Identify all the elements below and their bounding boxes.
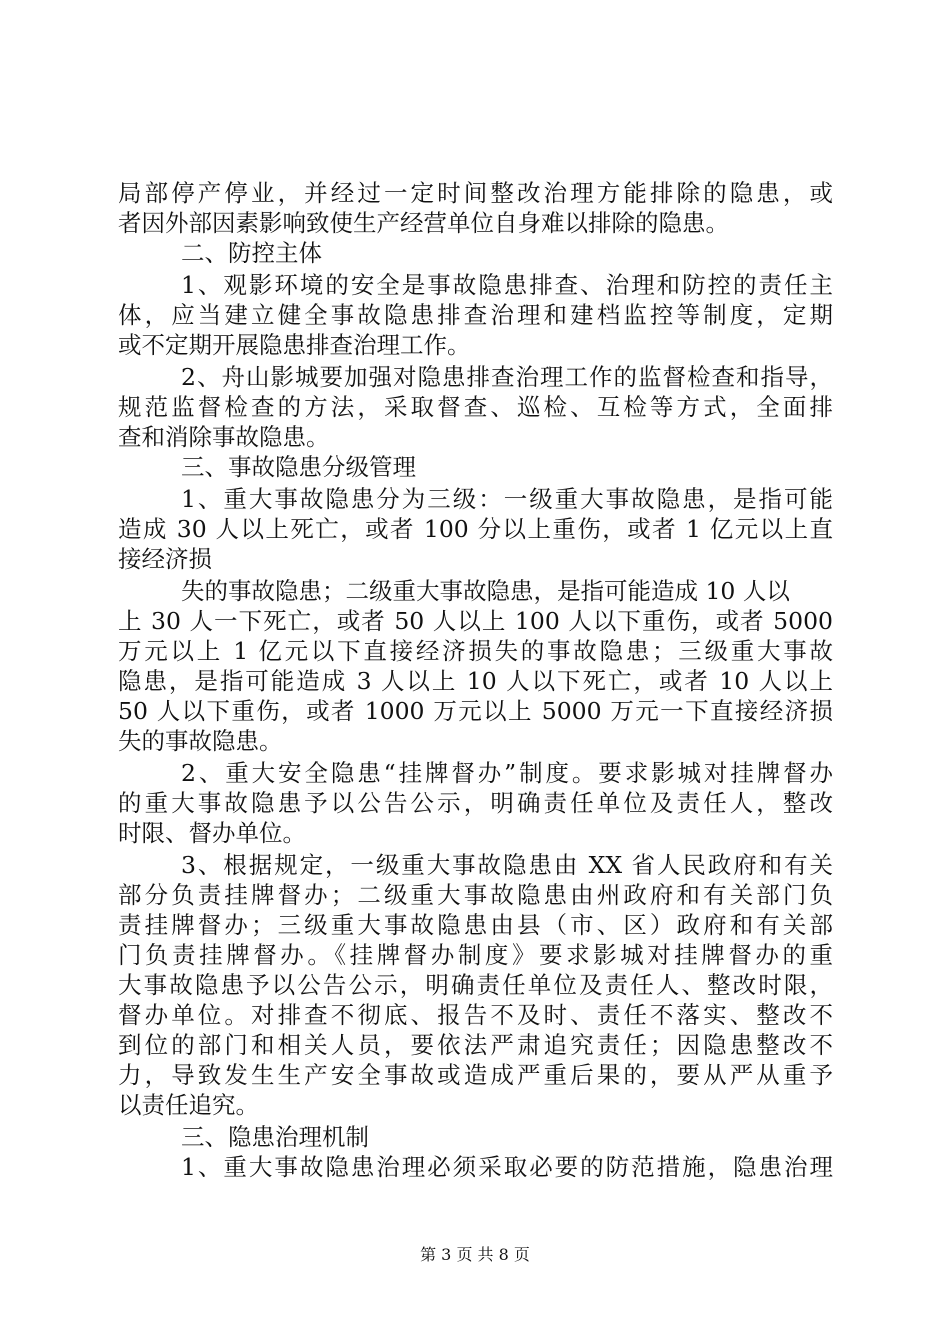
paragraph-line: 时限、督办单位。 [118, 819, 306, 847]
paragraph-line: 50 人以下重伤，或者 1000 万元以上 5000 万元一下直接经济损 [118, 697, 833, 725]
paragraph-line: 隐患，是指可能造成 3 人以上 10 人以下死亡，或者 10 人以上 [118, 667, 833, 695]
paragraph-line: 到位的部门和相关人员，要依法严肃追究责任；因隐患整改不 [118, 1031, 833, 1059]
paragraph-line: 局部停产停业，并经过一定时间整改治理方能排除的隐患，或 [118, 179, 833, 207]
paragraph-line: 接经济损 [118, 545, 212, 573]
section-heading: 三、隐患治理机制 [181, 1123, 369, 1151]
paragraph-line: 督办单位。对排查不彻底、报告不及时、责任不落实、整改不 [118, 1001, 833, 1029]
paragraph-line: 查和消除事故隐患。 [118, 423, 330, 451]
paragraph-line: 责挂牌督办；三级重大事故隐患由县（市、区）政府和有关部 [118, 911, 833, 939]
paragraph-line: 1、重大事故隐患治理必须采取必要的防范措施，隐患治理 [181, 1153, 833, 1181]
paragraph-line: 力，导致发生生产安全事故或造成严重后果的，要从严从重予 [118, 1061, 833, 1089]
paragraph-line: 门负责挂牌督办。《挂牌督办制度》要求影城对挂牌督办的重 [118, 941, 833, 969]
paragraph-line: 失的事故隐患；二级重大事故隐患，是指可能造成 10 人以 [181, 577, 790, 605]
paragraph-line: 者因外部因素影响致使生产经营单位自身难以排除的隐患。 [118, 209, 729, 237]
paragraph-line: 上 30 人一下死亡，或者 50 人以上 100 人以下重伤，或者 5000 [118, 607, 833, 635]
paragraph-line: 造成 30 人以上死亡，或者 100 分以上重伤，或者 1 亿元以上直 [118, 515, 833, 543]
paragraph-line: 的重大事故隐患予以公告公示，明确责任单位及责任人，整改 [118, 789, 833, 817]
paragraph-line: 1、重大事故隐患分为三级：一级重大事故隐患，是指可能 [181, 485, 833, 513]
paragraph-line: 2、重大安全隐患“挂牌督办”制度。要求影城对挂牌督办 [181, 759, 833, 787]
paragraph-line: 大事故隐患予以公告公示，明确责任单位及责任人、整改时限， [118, 971, 833, 999]
paragraph-line: 规范监督检查的方法，采取督查、巡检、互检等方式，全面排 [118, 393, 833, 421]
paragraph-line: 部分负责挂牌督办；二级重大事故隐患由州政府和有关部门负 [118, 881, 833, 909]
paragraph-line: 失的事故隐患。 [118, 727, 283, 755]
paragraph-line: 体，应当建立健全事故隐患排查治理和建档监控等制度，定期 [118, 301, 833, 329]
paragraph-line: 或不定期开展隐患排查治理工作。 [118, 331, 471, 359]
paragraph-line: 1、观影环境的安全是事故隐患排查、治理和防控的责任主 [181, 271, 833, 299]
section-heading: 三、事故隐患分级管理 [181, 453, 416, 481]
paragraph-line: 万元以上 1 亿元以下直接经济损失的事故隐患；三级重大事故 [118, 637, 833, 665]
paragraph-line: 以责任追究。 [118, 1091, 259, 1119]
page-number: 第 3 页 共 8 页 [420, 1245, 530, 1264]
paragraph-line: 3、根据规定，一级重大事故隐患由 XX 省人民政府和有关 [181, 851, 833, 879]
paragraph-line: 2、舟山影城要加强对隐患排查治理工作的监督检查和指导， [181, 363, 833, 391]
section-heading: 二、防控主体 [181, 239, 322, 267]
